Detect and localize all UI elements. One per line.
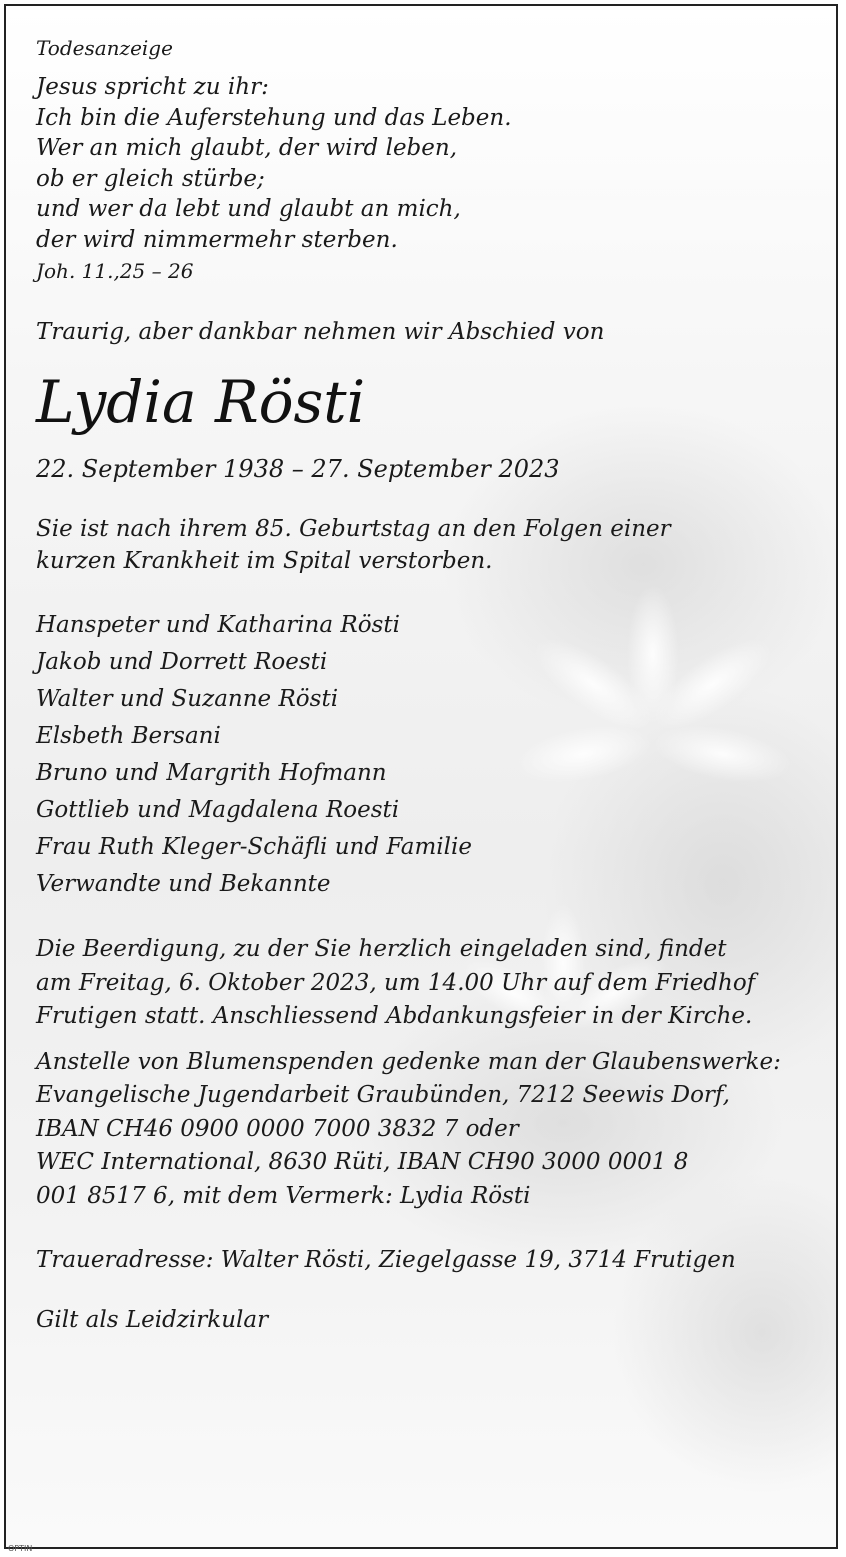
mourner-item: Bruno und Margrith Hofmann <box>36 760 387 786</box>
mourner-item: Hanspeter und Katharina Rösti <box>36 612 400 638</box>
funeral-details <box>36 933 816 1034</box>
mourner-item: Jakob und Dorrett Roesti <box>36 649 328 675</box>
obituary-notice <box>4 4 838 1549</box>
notice-heading: Todesanzeige <box>36 36 173 60</box>
footer-mark: OPTIN <box>8 1544 33 1553</box>
bible-verse <box>36 72 816 255</box>
funeral-line: am Freitag, 6. Oktober 2023, um 14.00 Uhr auf dem Friedhof <box>36 969 756 996</box>
donation-line: IBAN CH46 0900 0000 7000 3832 7 oder <box>36 1115 519 1142</box>
verse-reference: Joh. 11.,25 – 26 <box>36 259 194 283</box>
verse-line: Jesus spricht zu ihr: <box>36 74 269 100</box>
mourner-item: Gottlieb und Magdalena Roesti <box>36 797 400 823</box>
mourner-item: Frau Ruth Kleger-Schäfli und Familie <box>36 834 472 860</box>
mourning-address: Traueradresse: Walter Rösti, Ziegelgasse 19, 3714 Frutigen <box>36 1247 736 1273</box>
notice-line: kurzen Krankheit im Spital verstorben. <box>36 548 493 574</box>
farewell-intro: Traurig, aber dankbar nehmen wir Abschied von <box>36 319 605 345</box>
verse-line: ob er gleich stürbe; <box>36 165 265 192</box>
donation-line: Evangelische Jugendarbeit Graubünden, 7212 Seewis Dorf, <box>36 1082 730 1108</box>
verse-line: Wer an mich glaubt, der wird leben, <box>36 135 458 161</box>
verse-line: der wird nimmermehr sterben. <box>36 226 398 253</box>
funeral-line: Frutigen statt. Anschliessend Abdankungsfeier in der Kirche. <box>36 1003 753 1029</box>
notice-line: Sie ist nach ihrem 85. Geburtstag an den Folgen einer <box>36 516 671 542</box>
deceased-name: Lydia Rösti <box>36 368 366 436</box>
donation-line: Anstelle von Blumenspenden gedenke man der Glaubenswerke: <box>36 1048 781 1075</box>
verse-line: Ich bin die Auferstehung und das Leben. <box>36 104 512 131</box>
donation-details <box>36 1046 816 1214</box>
circular-note: Gilt als Leidzirkular <box>36 1307 269 1333</box>
donation-line: WEC International, 8630 Rüti, IBAN CH90 3000 0001 8 <box>36 1149 689 1175</box>
notice-content <box>36 36 816 1333</box>
life-dates: 22. September 1938 – 27. September 2023 <box>36 455 560 483</box>
death-notice <box>36 513 816 577</box>
mourner-item: Verwandte und Bekannte <box>36 871 331 897</box>
mourner-item: Elsbeth Bersani <box>36 723 221 749</box>
funeral-line: Die Beerdigung, zu der Sie herzlich eingeladen sind, findet <box>36 936 727 962</box>
mourners-list <box>36 607 816 903</box>
donation-line: 001 8517 6, mit dem Vermerk: Lydia Rösti <box>36 1182 531 1209</box>
verse-line: und wer da lebt und glaubt an mich, <box>36 196 461 222</box>
mourner-item: Walter und Suzanne Rösti <box>36 686 339 712</box>
